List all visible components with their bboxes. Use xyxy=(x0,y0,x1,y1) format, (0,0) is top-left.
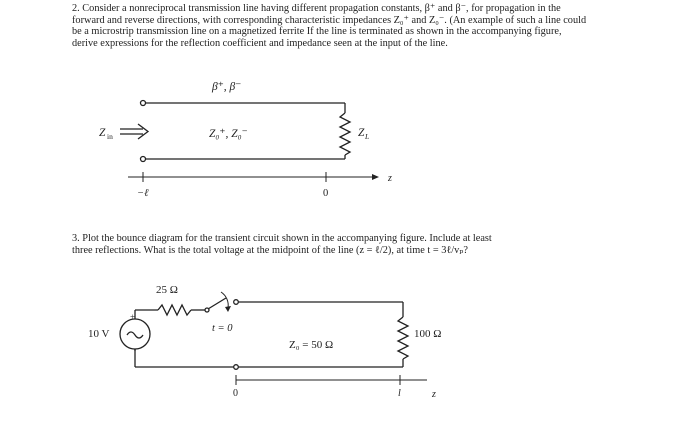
switch-arrow xyxy=(225,306,231,312)
z-axis-label-2: z xyxy=(432,389,436,400)
problem-3-line: three reflections. What is the total voltage at the midpoint of the line (z = ℓ/2), at time t = 3ℓ/vₚ? xyxy=(72,244,468,256)
problem-2-line: 2. Consider a nonreciprocal transmission line having different propagation constants, β⁺ and β⁻, for propagation in the xyxy=(72,3,561,14)
line-top-terminal xyxy=(234,300,239,305)
top-terminal xyxy=(141,101,146,106)
load-subscript: L xyxy=(365,132,370,141)
tick-label-minus-l: −ℓ xyxy=(137,188,149,199)
problem-2-line: be a microstrip transmission line on a magnetized ferrite If the line is terminated as shown in the accompanying figure, xyxy=(72,26,562,38)
tick-label-zero: 0 xyxy=(323,188,329,199)
zin-subscript: in xyxy=(107,132,113,141)
z0-label-2: Z₀ = 50 Ω xyxy=(289,339,334,351)
problem-2-line: derive expressions for the reflection coefficient and impedance seen at the input of the line. xyxy=(72,37,448,49)
load-label-100: 100 Ω xyxy=(414,328,442,340)
zin-label: Z xyxy=(99,127,106,139)
line-bottom-terminal xyxy=(234,365,239,370)
source-resistor xyxy=(158,305,191,315)
tick-label-l: l xyxy=(398,388,401,399)
switch-blade xyxy=(208,298,226,309)
problem-2-line: forward and reverse directions, with corresponding characteristic impedances Z₀⁺ and Z₀⁻. (An example of such a line could xyxy=(72,14,587,26)
zin-arrow-head xyxy=(138,124,148,139)
source-plus-sign: + xyxy=(130,312,136,322)
z0-label: Z₀⁺, Z₀⁻ xyxy=(209,128,248,140)
load-resistor-100 xyxy=(398,317,408,359)
z-axis-label: z xyxy=(388,173,392,184)
tick-label-zero-2: 0 xyxy=(233,388,238,399)
load-label: Z xyxy=(358,127,365,139)
bottom-terminal xyxy=(141,157,146,162)
source-label: 10 V xyxy=(88,328,110,340)
propagation-label: β⁺, β⁻ xyxy=(212,81,242,93)
rs-label: 25 Ω xyxy=(156,284,178,296)
figure-nonreciprocal-line xyxy=(120,101,379,183)
switch-label: t = 0 xyxy=(212,323,233,334)
figure-transient-circuit xyxy=(120,292,427,385)
load-resistor xyxy=(340,113,350,155)
z-axis-arrowhead xyxy=(372,174,379,180)
problem-3-line: 3. Plot the bounce diagram for the transient circuit shown in the accompanying figure. Include at least xyxy=(72,233,492,244)
